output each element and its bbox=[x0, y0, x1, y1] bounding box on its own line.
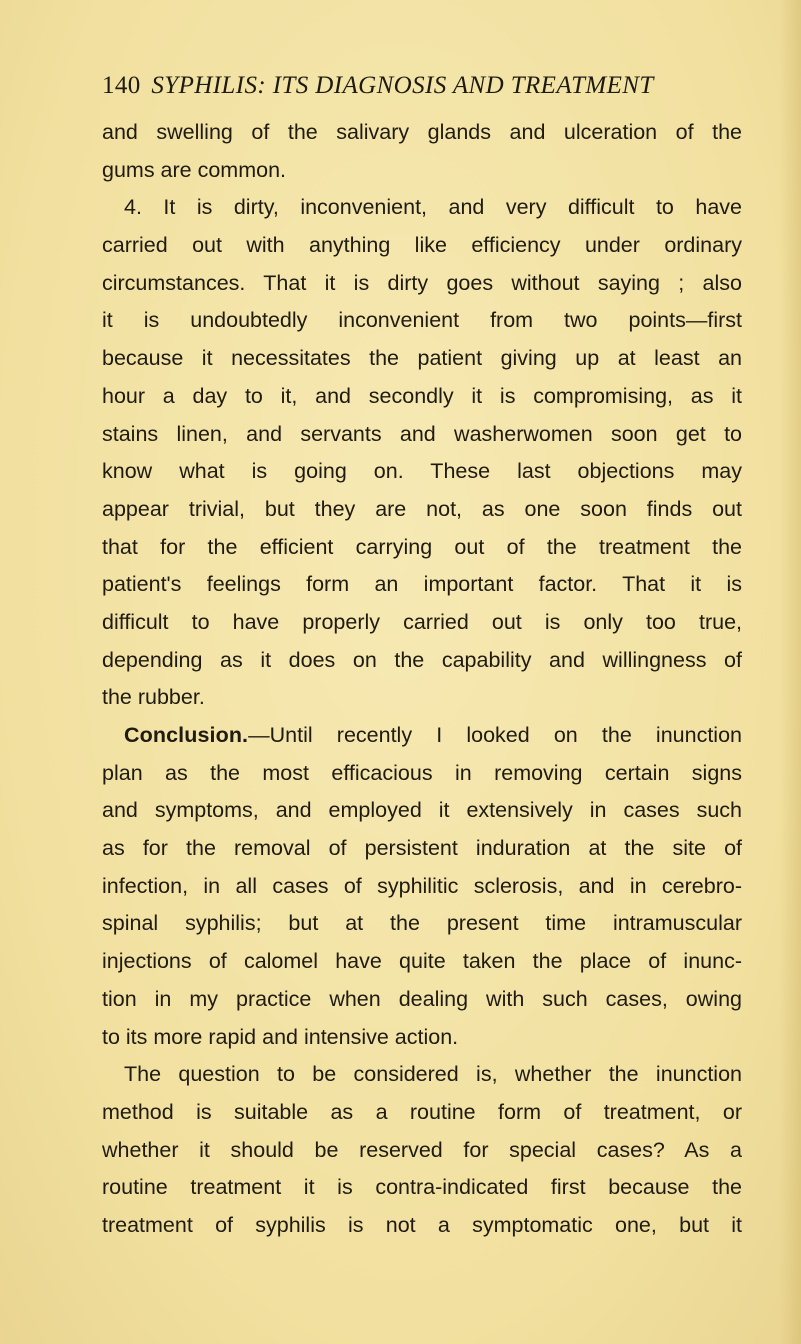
text-line: plan as the most efficacious in removing certain signs bbox=[102, 760, 742, 785]
text-line: appear trivial, but they are not, as one soon finds out bbox=[102, 496, 742, 521]
text-line: infection, in all cases of syphilitic sclerosis, and in cerebro- bbox=[102, 873, 742, 898]
running-title: SYPHILIS: ITS DIAGNOSIS AND TREATMENT bbox=[151, 72, 654, 99]
text-line: know what is going on. These last objections may bbox=[102, 459, 742, 484]
text-line: patient's feelings form an important factor. That it is bbox=[102, 572, 742, 597]
text-line: it is undoubtedly inconvenient from two points—first bbox=[102, 308, 742, 333]
text-line: injections of calomel have quite taken the place of inunc- bbox=[102, 949, 742, 974]
text-line: carried out with anything like efficiency under ordinary bbox=[102, 233, 742, 258]
text-line: The question to be considered is, whether the inunction bbox=[124, 1062, 742, 1087]
text-line: tion in my practice when dealing with such cases, owing bbox=[102, 986, 742, 1011]
text-line: —Until recently I looked on the inunction bbox=[248, 723, 742, 747]
running-header bbox=[102, 72, 742, 100]
text-line: because it necessitates the patient giving up at least an bbox=[102, 346, 742, 371]
text-line: circumstances. That it is dirty goes without saying ; also bbox=[102, 270, 742, 295]
text-line: to its more rapid and intensive action. bbox=[102, 1024, 459, 1049]
text-line: spinal syphilis; but at the present time intramuscular bbox=[102, 911, 742, 936]
text-line: stains linen, and servants and washerwomen soon get to bbox=[102, 421, 742, 446]
page-number: 140 bbox=[102, 72, 141, 99]
text-line: as for the removal of persistent induration at the site of bbox=[102, 836, 742, 861]
conclusion-line bbox=[102, 717, 742, 755]
text-line: and swelling of the salivary glands and ulceration of the bbox=[102, 120, 742, 144]
body-text bbox=[102, 114, 742, 1245]
text-line: treatment of syphilis is not a symptomatic one, but it bbox=[102, 1212, 742, 1237]
text-line: the rubber. bbox=[102, 685, 205, 710]
text-line: method is suitable as a routine form of treatment, or bbox=[102, 1099, 742, 1124]
text-line: 4. It is dirty, inconvenient, and very difficult to have bbox=[124, 195, 742, 220]
text-line: whether it should be reserved for special cases? As a bbox=[102, 1137, 742, 1162]
text-line: and symptoms, and employed it extensively in cases such bbox=[102, 798, 742, 823]
text-line: gums are common. bbox=[102, 157, 287, 182]
page-edge-shadow bbox=[779, 0, 801, 1344]
text-line: depending as it does on the capability and willingness of bbox=[102, 647, 742, 672]
text-line: hour a day to it, and secondly it is compromising, as it bbox=[102, 383, 742, 408]
text-line: that for the efficient carrying out of the treatment the bbox=[102, 534, 742, 559]
section-heading: Conclusion. bbox=[124, 723, 249, 747]
text-line: routine treatment it is contra-indicated first because the bbox=[102, 1175, 742, 1200]
text-line: difficult to have properly carried out is only too true, bbox=[102, 609, 742, 634]
